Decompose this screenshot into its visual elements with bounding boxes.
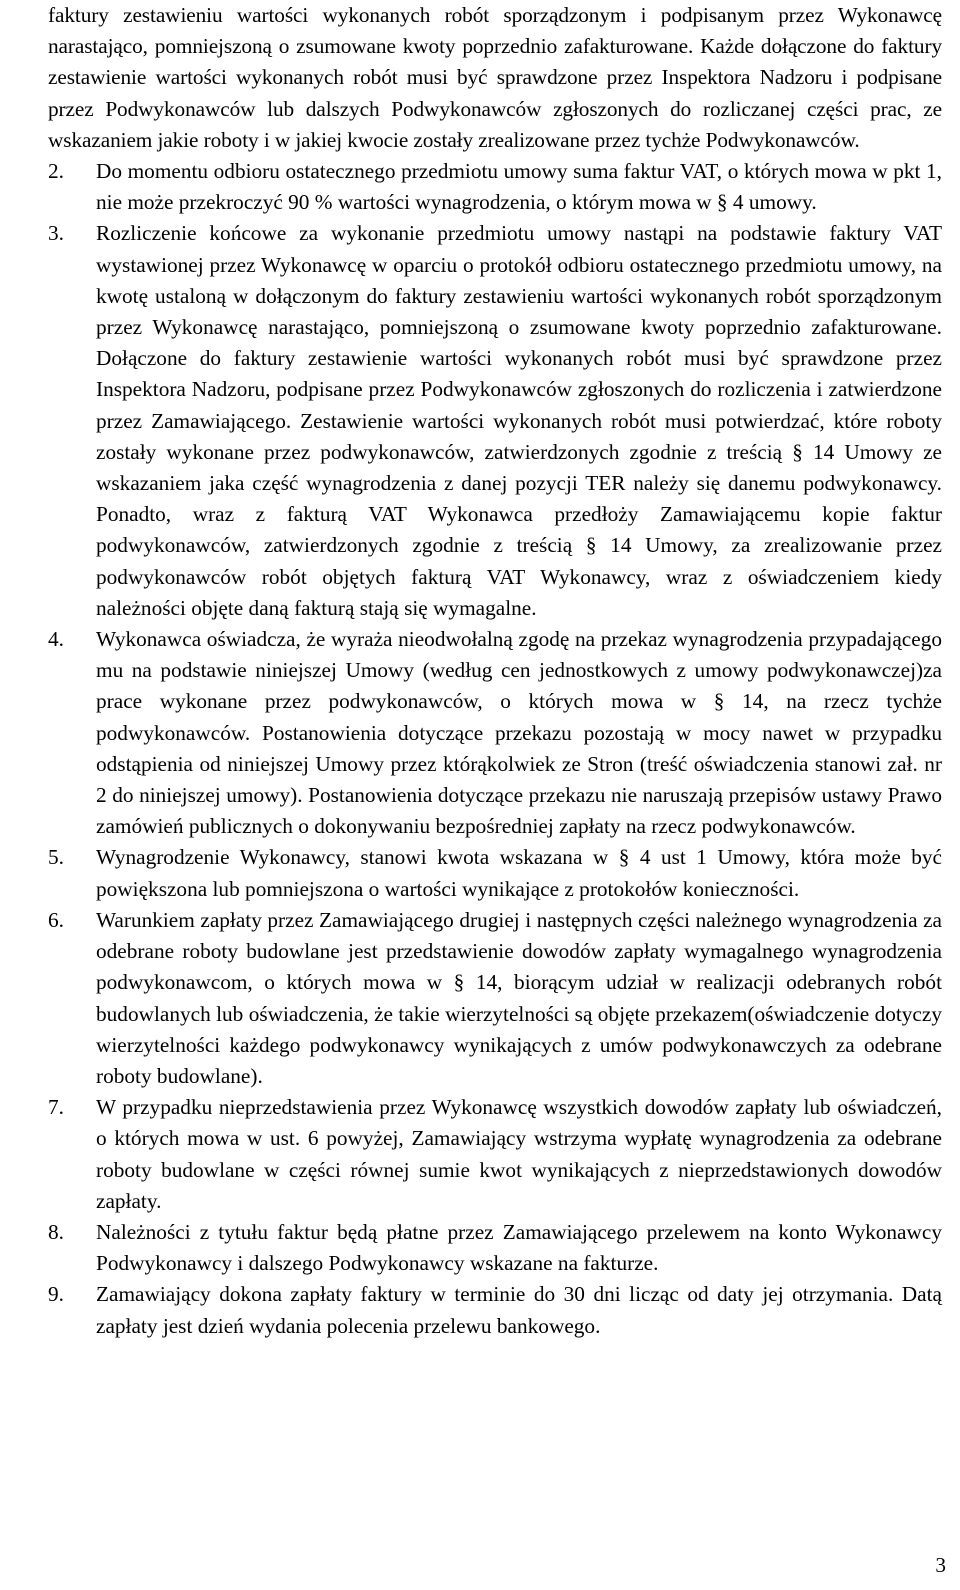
item-number: 5.: [48, 845, 64, 870]
list-item: [48, 1279, 942, 1341]
list-item: [48, 156, 942, 218]
list-item: [48, 1217, 942, 1279]
item-text: W przypadku nieprzedstawienia przez Wykonawcę wszystkich dowodów zapłaty lub oświadczeń, o których mowa w ust. 6 powyżej, Zamawiający wstrzyma wypłatę wynagrodzenia za odebrane roboty budowlane w części równej sumie kwot wynikających z nieprzedstawionych dowodów zapłaty.: [96, 1095, 942, 1213]
item-number: 9.: [48, 1282, 64, 1307]
item-text: Wykonawca oświadcza, że wyraża nieodwołalną zgodę na przekaz wynagrodzenia przypadającego mu na podstawie niniejszej Umowy (według cen jednostkowych z umowy podwykonawczej)za prace wykonane przez podwykonawców, o których mowa w § 14, na rzecz tychże podwykonawców. Postanowienia dotyczące przekazu pozostają w mocy nawet w przypadku odstąpienia od niniejszej Umowy przez którąkolwiek ze Stron (treść oświadczenia stanowi zał. nr 2 do niniejszej umowy). Postanowienia dotyczące przekazu nie naruszają przepisów ustawy Prawo zamówień publicznych o dokonywaniu bezpośredniej zapłaty na rzecz podwykonawców.: [96, 627, 942, 839]
list-item: [48, 842, 942, 904]
item-number: 7.: [48, 1095, 64, 1120]
list-item: [48, 218, 942, 624]
item-text: Zamawiający dokona zapłaty faktury w terminie do 30 dni licząc od daty jej otrzymania. Datą zapłaty jest dzień wydania polecenia przelewu bankowego.: [96, 1282, 942, 1338]
list-item: [48, 1092, 942, 1217]
item-text: Warunkiem zapłaty przez Zamawiającego drugiej i następnych części należnego wynagrodzenia za odebrane roboty budowlane jest przedstawienie dowodów zapłaty wymagalnego wynagrodzenia podwykonawcom, o których mowa w § 14, biorącym udział w realizacji odebranych robót budowlanych lub oświadczenia, że takie wierzytelności są objęte przekazem(oświadczenie dotyczy wierzytelności każdego podwykonawcy wynikających z umów podwykonawczych za odebrane roboty budowlane).: [96, 907, 942, 1088]
continuation-paragraph: faktury zestawieniu wartości wykonanych robót sporządzonym i podpisanym przez Wykonawcę narastająco, pomniejszoną o zsumowane kwoty poprzednio zafakturowane. Każde dołączone do faktury zestawienie wartości wykonanych robót musi być sprawdzone przez Inspektora Nadzoru i podpisane przez Podwykonawców lub dalszych Podwykonawców zgłoszonych do rozliczanej części prac, ze wskazaniem jakie roboty i w jakiej kwocie zostały zrealizowane przez tychże Podwykonawców.: [48, 3, 942, 152]
item-text: Należności z tytułu faktur będą płatne przez Zamawiającego przelewem na konto Wykonawcy Podwykonawcy i dalszego Podwykonawcy wskazane na fakturze.: [96, 1219, 942, 1276]
item-text: Rozliczenie końcowe za wykonanie przedmiotu umowy nastąpi na podstawie faktury VAT wystawionej przez Wykonawcę w oparciu o protokół odbioru ostatecznego przedmiotu umowy, na kwotę ustaloną w dołączonym do faktury zestawieniu wartości wykonanych robót sporządzonym przez Wykonawcę narastająco, pomniejszoną o zsumowane kwoty poprzednio zafakturowane. Dołączone do faktury zestawienie wartości wykonanych robót musi być sprawdzone przez Inspektora Nadzoru, podpisane przez Podwykonawców zgłoszonych do rozliczenia i zatwierdzone przez Zamawiającego. Zestawienie wartości wykonanych robót musi potwierdzać, które roboty zostały wykonane przez podwykonawców, zatwierdzonych zgodnie z treścią § 14 Umowy ze wskazaniem jaka część wynagrodzenia z danej pozycji TER należy się danemu podwykonawcy. Ponadto, wraz z fakturą VAT Wykonawca przedłoży Zamawiającemu kopie faktur podwykonawców, zatwierdzonych zgodnie z treścią § 14 Umowy, za zrealizowanie przez podwykonawców robót objętych fakturą VAT Wykonawcy, wraz z oświadczeniem kiedy należności objęte daną fakturą stają się wymagalne.: [96, 221, 942, 620]
item-number: 4.: [48, 627, 64, 652]
list-item: [48, 905, 942, 1092]
item-text: Wynagrodzenie Wykonawcy, stanowi kwota wskazana w § 4 ust 1 Umowy, która może być powiększona lub pomniejszona o wartości wynikające z protokołów konieczności.: [96, 845, 942, 901]
page-number: 3: [935, 1553, 946, 1577]
item-number: 8.: [48, 1219, 64, 1244]
list-item: [48, 624, 942, 842]
item-number: 3.: [48, 221, 64, 246]
item-number: 2.: [48, 159, 64, 184]
document-page: [48, 0, 942, 1342]
item-number: 6.: [48, 907, 64, 932]
item-text: Do momentu odbioru ostatecznego przedmiotu umowy suma faktur VAT, o których mowa w pkt 1, nie może przekroczyć 90 % wartości wynagrodzenia, o którym mowa w § 4 umowy.: [96, 159, 942, 215]
